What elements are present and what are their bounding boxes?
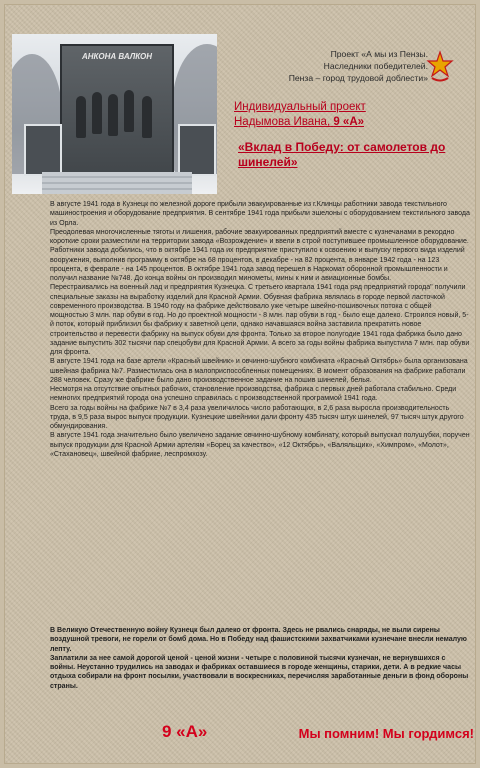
project-note-line: Наследники победителей. (323, 61, 428, 71)
body-paragraph: В августе 1941 года в Кузнецк по железной дороге прибыли эвакуированные из г.Клинцы работники завода текстильного машиностроения и оборудование предприятия. В сентябре 1941 года прибыли эшелоны с оборудованием текстильного завода из Орла. (50, 201, 470, 227)
project-title-line: Индивидуальный проект (234, 101, 366, 113)
author-name: Надымова Ивана, (234, 116, 331, 128)
memorial-side-panel (178, 124, 216, 176)
monument-figure (142, 96, 152, 138)
footer-class-label: 9 «А» (162, 722, 208, 741)
monument-figure (108, 94, 118, 136)
memorial-photo (12, 34, 217, 194)
memorial-side-panel (24, 124, 62, 176)
star-emblem-icon (426, 50, 454, 84)
monument-inscription: АНКОНА ВАЛКОН (81, 52, 153, 61)
project-title-line (234, 115, 474, 130)
author-class: 9 «А» (333, 116, 365, 128)
closing-paragraph: Заплатили за нее самой дорогой ценой - ценой жизни - четыре с половиной тысячи кузнечан, не вернувшихся с войны. Неустанно трудились на заводах и фабриках оставшиеся в городе женщины, старики, дети. А в редкие часы отдыха собирали на фронт посылки, участвовали в воскресниках, перечисляя заработанные деньги в фонд обороны страны. (50, 654, 469, 690)
body-paragraph: Работники завода добились, что в октябре 1941 года их предприятие приступило к освоению и выпуску первого вида изделий вооружения, выполнив программу в октябре на 68 процентов, в декабре - на 82 процента, в январе 1942 года - на 123 процента, в феврале - на 145 процентов. В октябре 1941 года завод перешел в Наркомат оборонной промышленности и получил название №748. До конца войны он производил минометы, мины к ним и авиационные бомбы. (50, 247, 465, 282)
closing-text (50, 626, 470, 691)
memorial-steps (42, 172, 192, 194)
monument-figure (92, 92, 102, 134)
project-note (228, 48, 428, 84)
monument-figure (124, 90, 134, 132)
body-paragraph: В августе 1941 года значительно было увеличено задание овчинно-шубному комбинату, который выпускал полушубки, поручен выпуск продукции для Красной Армии артелям «Борец за качество», «12 Октябрь», «Валяльщик», «Химпром», «Молот», «Стахановец», швейной фабрике, леспромхозу. (50, 432, 470, 458)
body-paragraph: Всего за годы войны на фабрике №7 в 3,4 раза увеличилось число работающих, в 2,6 раза выросла производительность труда, в 9,5 раза вырос выпуск продукции. Кузнецкие швейники дали фронту 435 тысяч штук шинелей, 97 тысяч штук другого обмундирования. (50, 404, 464, 430)
project-note-line: Проект «А мы из Пензы. (330, 49, 428, 59)
page-frame (4, 4, 476, 764)
body-paragraph: В августе 1941 года на базе артели «Красный швейник» и овчинно-шубного комбината «Красный Октябрь» была организована швейная фабрика №7. Разместилась она в малоприспособленных помещениях. В момент образования на фабрике работали 288 человек. Сразу же фабрике было дано производственное задание на пошив шинелей, белья. (50, 358, 468, 384)
project-title (234, 100, 474, 130)
body-paragraph: Преодолевая многочисленные тяготы и лишения, рабочие эвакуированных предприятий вместе с кузнечанами в рекордно короткие сроки разместили на территории завода «Возрождение» и ввели в строй поступившее промышленное оборудование. (50, 228, 469, 245)
article-body (50, 200, 470, 459)
closing-paragraph: В Великую Отечественную войну Кузнецк был далеко от фронта. Здесь не рвались снаряды, не выли сирены воздушной тревоги, не горели от бомб дома. Но в Победу над фашистскими захватчиками кузнечане внесли немалую лепту. (50, 627, 467, 653)
memorial-monument (60, 44, 174, 188)
project-note-line: Пенза – город трудовой доблести» (288, 73, 428, 83)
body-paragraph: Несмотря на отсутствие опытных рабочих, становление производства, фабрика с первых дней работала стабильно. Среди немногих предприятий города она успешно справилась с производственной программой 1941 года. (50, 386, 457, 403)
body-paragraph: Перестраивались на военный лад и предприятия Кузнецка. С третьего квартала 1941 года ряд предприятий города" получили специальные заказы на выработку изделий для Красной Армии. Обувная фабрика являлась в городе первой ласточкой современного производства. В 1940 году на фабрике действовало уже четыре швейно-пошивочных потока с общей мощностью 3 млн. пар обуви в год. Но до проектной мощности - 8 млн. пар обуви в год - было еще далеко. Строился новый, 5-й поток, который приблизил бы фабрику к заветной цели, однако начавшаяся война заставила прекратить новое строительство и перевести фабрику на выпуск обуви для фронта. Только за второе полугодие 1941 года фабрика было дано задание выпустить 302 тысячи пар спецобуви для Красной Армии. А всего за годы войны фабрика выпустила 7 млн. пар обуви для фронта. (50, 284, 470, 356)
footer-slogan: Мы помним! Мы гордимся! (298, 726, 474, 741)
monument-figure (76, 96, 86, 138)
project-subtitle: «Вклад в Победу: от самолетов до шинелей» (238, 140, 446, 169)
